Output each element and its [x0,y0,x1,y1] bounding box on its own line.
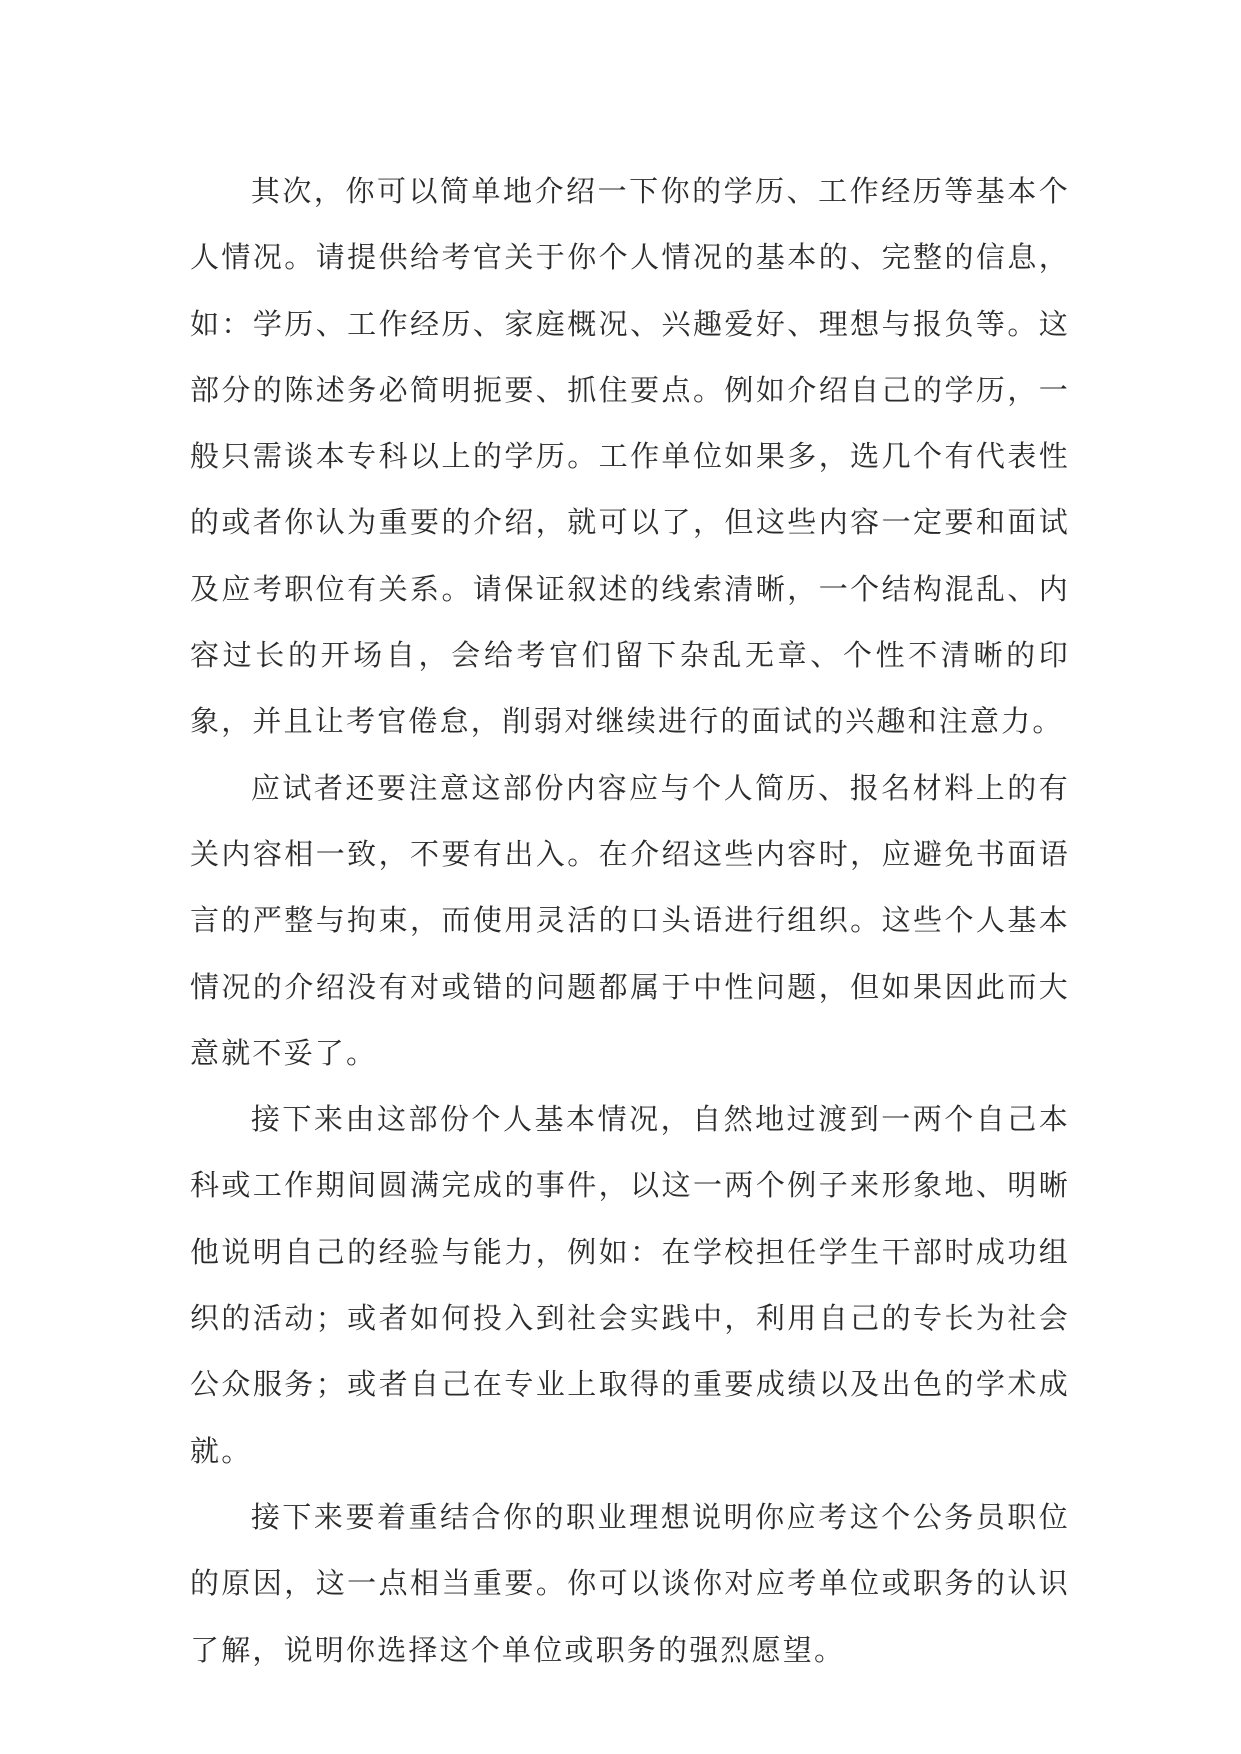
paragraph-1: 其次，你可以简单地介绍一下你的学历、工作经历等基本个人情况。请提供给考官关于你个人情况的基本的、完整的信息，如：学历、工作经历、家庭概况、兴趣爱好、理想与报负等。这部分的陈述务必简明扼要、抓住要点。例如介绍自己的学历，一般只需谈本专科以上的学历。工作单位如果多，选几个有代表性的或者你认为重要的介绍，就可以了，但这些内容一定要和面试及应考职位有关系。请保证叙述的线索清晰，一个结构混乱、内容过长的开场自，会给考官们留下杂乱无章、个性不清晰的印象，并且让考官倦怠，削弱对继续进行的面试的兴趣和注意力。 [190,174,1070,739]
paragraph-3: 接下来由这部份个人基本情况，自然地过渡到一两个自己本科或工作期间圆满完成的事件，以这一两个例子来形象地、明晰他说明自己的经验与能力，例如：在学校担任学生干部时成功组织的活动；或者如何投入到社会实践中，利用自己的专长为社会公众服务；或者自己在专业上取得的重要成绩以及出色的学术成就。 [190,1102,1070,1468]
document-body [190,158,1070,1683]
paragraph-2: 应试者还要注意这部份内容应与个人简历、报名材料上的有关内容相一致，不要有出入。在介绍这些内容时，应避免书面语言的严整与拘束，而使用灵活的口头语进行组织。这些个人基本情况的介绍没有对或错的问题都属于中性问题，但如果因此而大意就不妥了。 [190,770,1070,1070]
paragraph-4: 接下来要着重结合你的职业理想说明你应考这个公务员职位的原因，这一点相当重要。你可以谈你对应考单位或职务的认识了解，说明你选择这个单位或职务的强烈愿望。 [190,1499,1070,1667]
